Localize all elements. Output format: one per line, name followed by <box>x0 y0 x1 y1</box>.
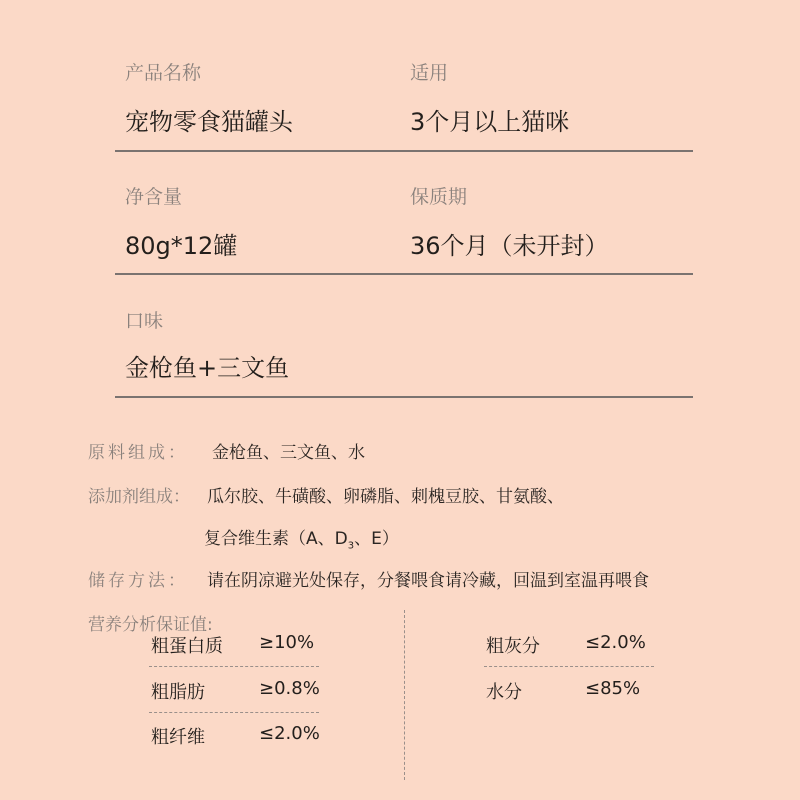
nutrition-title: 营养分析保证值: <box>88 615 213 635</box>
product-name-value: 宠物零食猫罐头 <box>125 108 293 136</box>
suitable-value: 3个月以上猫咪 <box>410 108 570 136</box>
nutrient-name: 粗脂肪 <box>151 682 205 703</box>
suitable-label: 适用 <box>410 62 449 84</box>
product-name-label: 产品名称 <box>125 62 202 84</box>
nutrient-name: 粗灰分 <box>486 636 540 657</box>
nutrient-divider <box>149 666 319 667</box>
net-content-label: 净含量 <box>125 186 183 208</box>
divider-2 <box>115 273 693 275</box>
nutrient-divider <box>149 712 319 713</box>
storage-label: 储存方法： <box>88 571 188 591</box>
nutrient-value: ≥0.8% <box>259 678 320 699</box>
nutrient-value: ≤2.0% <box>259 723 320 744</box>
nutrient-value: ≤2.0% <box>585 632 646 653</box>
ingredients-value: 金枪鱼、三文鱼、水 <box>212 443 365 463</box>
shelf-life-label: 保质期 <box>410 186 468 208</box>
ingredients-label: 原料组成： <box>88 443 188 463</box>
nutrient-name: 粗蛋白质 <box>151 636 223 657</box>
column-divider <box>404 610 405 780</box>
nutrient-value: ≤85% <box>585 678 641 699</box>
additives-line-1: 瓜尔胶、牛磺酸、卵磷脂、刺槐豆胶、甘氨酸、 <box>207 487 564 507</box>
nutrient-name: 粗纤维 <box>151 727 205 748</box>
divider-1 <box>115 150 693 152</box>
net-content-value: 80g*12罐 <box>125 232 238 260</box>
nutrient-value: ≥10% <box>259 632 315 653</box>
flavor-label: 口味 <box>125 310 164 332</box>
nutrient-divider <box>484 666 654 667</box>
shelf-life-value: 36个月（未开封） <box>410 232 609 260</box>
nutrient-name: 水分 <box>486 682 522 703</box>
additives-line-2: 复合维生素（A、$D_3$、E） <box>204 529 399 552</box>
additives-label: 添加剂组成： <box>88 487 190 507</box>
flavor-value: 金枪鱼+三文鱼 <box>125 354 290 382</box>
storage-value: 请在阴凉避光处保存，分餐喂食请冷藏，回温到室温再喂食 <box>207 571 649 591</box>
divider-3 <box>115 396 693 398</box>
